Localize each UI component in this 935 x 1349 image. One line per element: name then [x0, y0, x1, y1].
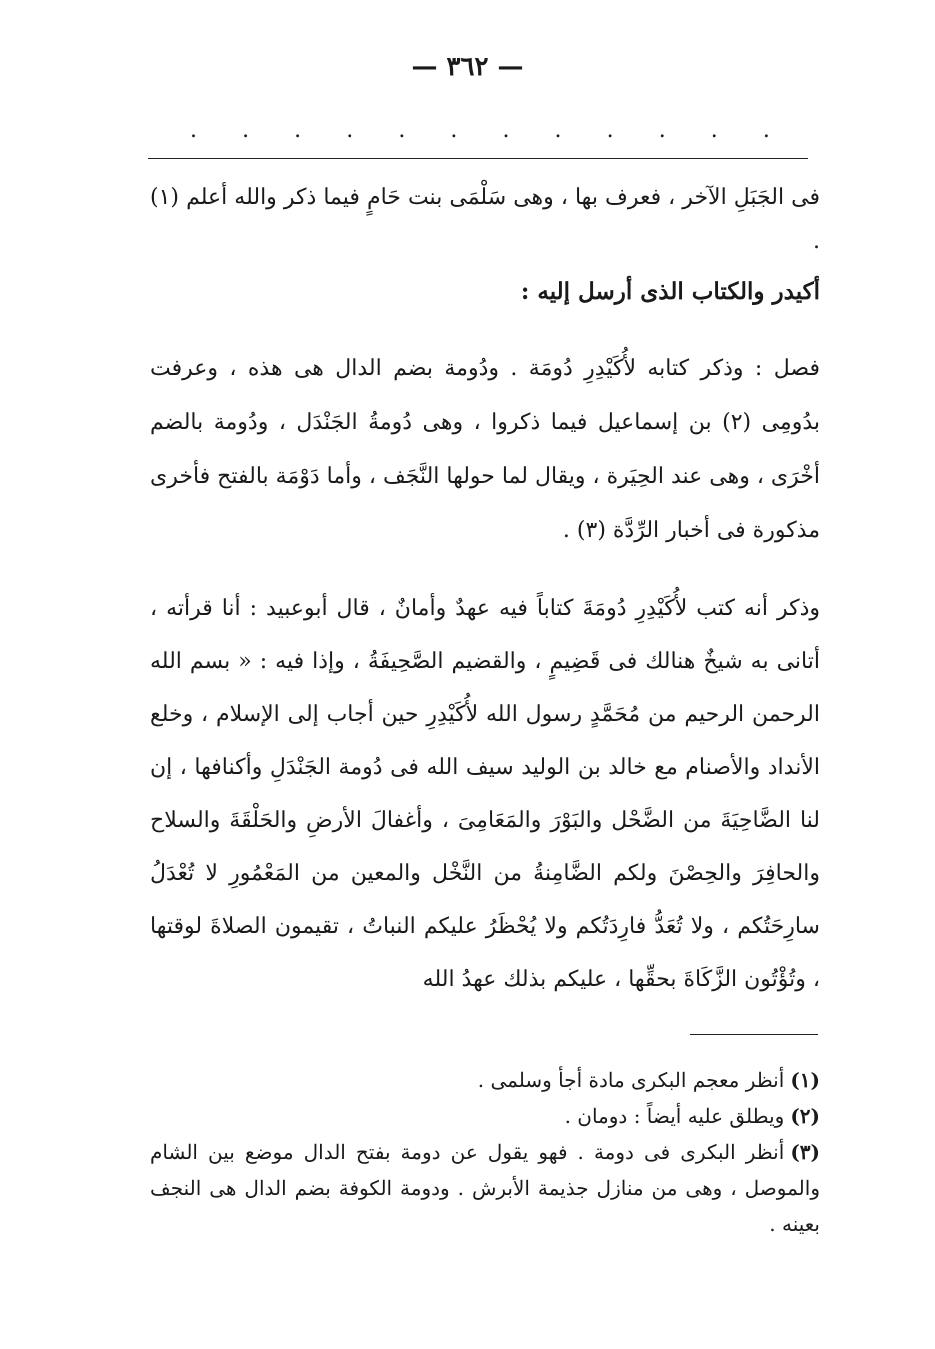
footnote-text: أنظر معجم البكرى مادة أجأ وسلمى .	[477, 1068, 785, 1092]
dot: .	[502, 118, 510, 143]
page-number: — ٣٦٢ —	[411, 52, 524, 82]
dot: .	[190, 118, 197, 143]
section-heading: أكيدر والكتاب الذى أرسل إليه :	[520, 278, 820, 305]
dot: .	[658, 118, 666, 143]
dot: .	[398, 118, 406, 143]
footnotes	[150, 1062, 820, 1242]
footnote-2	[150, 1098, 820, 1134]
footnote-number: (١)	[790, 1068, 820, 1092]
dot: .	[450, 118, 458, 143]
footnote-text: أنظر البكرى فى دومة . فهو يقول عن دومة بفتح الدال موضع بين الشام والموصل ، وهى من منازل جذيمة الأبرش . ودومة الكوفة بضم الدال هى النجف بعينه .	[150, 1140, 820, 1236]
footnote-rule	[690, 1034, 818, 1035]
footnote-3	[150, 1134, 820, 1242]
paragraph-letter: وذكر أنه كتب لأُكَيْدِرِ دُومَةَ كتاباً فيه عهدٌ وأمانٌ ، قال أبوعبيد : أنا قرأته ، أتانى به شيخٌ هنالك فى قَضِيمٍ ، والقضيم الصَّحِيفَةُ ، وإذا فيه : « بسم الله الرحمن الرحيم من مُحَمَّدٍ رسول الله لأُكَيْدِرِ حين أجاب إلى الإسلام ، وخلع الأنداد والأصنام مع خالد بن الوليد سيف الله فى دُومة الجَنْدَلِ وأكنافها ، إن لنا الضَّاحِيَةَ من الضَّحْل والبَوْرَ والمَعَامِىَ ، وأغفالَ الأرضِ والحَلْقَةَ والسلاح والحافِرَ والحِصْنَ ولكم الضَّامِنةُ من النَّخْل والمعين من المَعْمُورِ لا تُعْدَلُ سارِحَتُكم ، ولا تُعَدُّ فارِدَتُكم ولا يُحْظَرُ عليكم النباتُ ، تقيمون الصلاةَ لوقتها ، وتُؤْتُون الزَّكَاةَ بحقِّها ، عليكم بذلك عهدُ الله	[150, 596, 820, 992]
footnote-number: (٣)	[790, 1140, 820, 1164]
continuation-line: فى الجَبَلِ الآخر ، فعرف بها ، وهى سَلْمَى بنت حَامٍ فيما ذكر والله أعلم (١) .	[150, 185, 820, 254]
ornamental-dots	[190, 120, 770, 142]
footnote-number: (٢)	[790, 1104, 820, 1128]
paragraph-dumah: فصل : وذكر كتابه لأُكَيْدِرِ دُومَة . ودُومة بضم الدال هى هذه ، وعرفت بدُومِى (٢) بن إسماعيل فيما ذكروا ، وهى دُومةُ الجَنْدَل ، ودُومة بالضم أخْرَى ، وهى عند الحِيَرة ، ويقال لما حولها النَّجَف ، وأما دَوْمَة بالفتح فأخرى مذكورة فى أخبار الرِّدَّة (٣) .	[149, 356, 820, 543]
dot: .	[606, 118, 614, 143]
dot: .	[242, 118, 250, 143]
footnote-text: ويطلق عليه أيضاً : دومان .	[564, 1104, 785, 1128]
dot: .	[346, 118, 354, 143]
footnote-1	[150, 1062, 820, 1098]
header-rule	[148, 158, 808, 159]
dot: .	[294, 118, 302, 143]
dot: .	[762, 118, 770, 143]
dot: .	[710, 118, 718, 143]
dot: .	[554, 118, 562, 143]
